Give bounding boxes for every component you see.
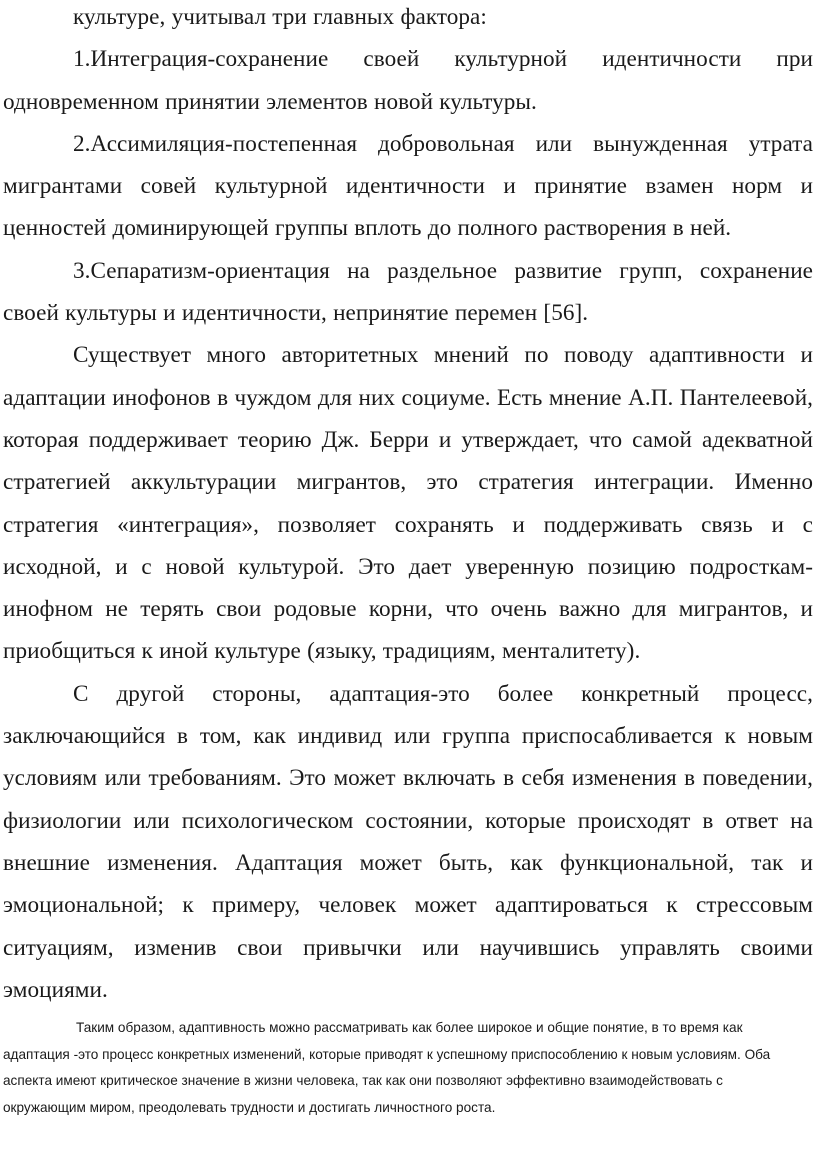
paragraph-assimilation: 2.Ассимиляция-постепенная добровольная или вынужденная утрата мигрантами совей культурной идентичности и принятие взамен норм и ценностей доминирующей группы вплоть до полного растворения в ней.: [3, 130, 813, 242]
paragraph-conclusion: Таким образом, адаптивность можно рассматривать как более широкое и общие понятие, в то время как адаптация -это процесс конкретных изменений, которые приводят к успешному приспособлению к новым условиям. Оба аспекта имеют критическое значение в жизни человека, так как они позволяют эффективно взаимодействовать с окружающим миром, преодолевать трудности и достигать личностного роста.: [3, 1020, 771, 1115]
paragraph-opinions: Существует много авторитетных мнений по поводу адаптивности и адаптации инофонов в чуждом для них социуме. Есть мнение А.П. Пантелеевой, которая поддерживает теорию Дж. Берри и утверждает, что самой адекватной стратегией аккультурации мигрантов, это стратегия интеграции. Именно стратегия «интеграция», позволяет сохранять и поддерживать связь и с исходной, и с новой культурой. Это дает уверенную позицию подросткам-инофном не терять свои родовые корни, что очень важно для мигрантов, и приобщиться к иной культуре (языку, традициям, менталитету).: [3, 342, 813, 665]
paragraph-integration: 1.Интеграция-сохранение своей культурной идентичности при одновременном принятии элементов новой культуры.: [3, 46, 813, 115]
paragraph-adaptation: С другой стороны, адаптация-это более конкретный процесс, заключающийся в том, как индивид или группа приспосабливается к новым условиям или требованиям. Это может включать в себя изменения в поведении, физиологии или психологическом состоянии, которые происходят в ответ на внешние изменения. Адаптация может быть, как функциональной, так и эмоциональной; к примеру, человек может адаптироваться к стрессовым ситуациям, изменив свои привычки или научившись управлять своими эмоциями.: [3, 680, 813, 1003]
paragraph-separatism: 3.Сепаратизм-ориентация на раздельное развитие групп, сохранение своей культуры и идентичности, непринятие перемен [56].: [3, 257, 813, 327]
paragraph-factors-intro: культуре, учитывал три главных фактора:: [73, 4, 487, 30]
